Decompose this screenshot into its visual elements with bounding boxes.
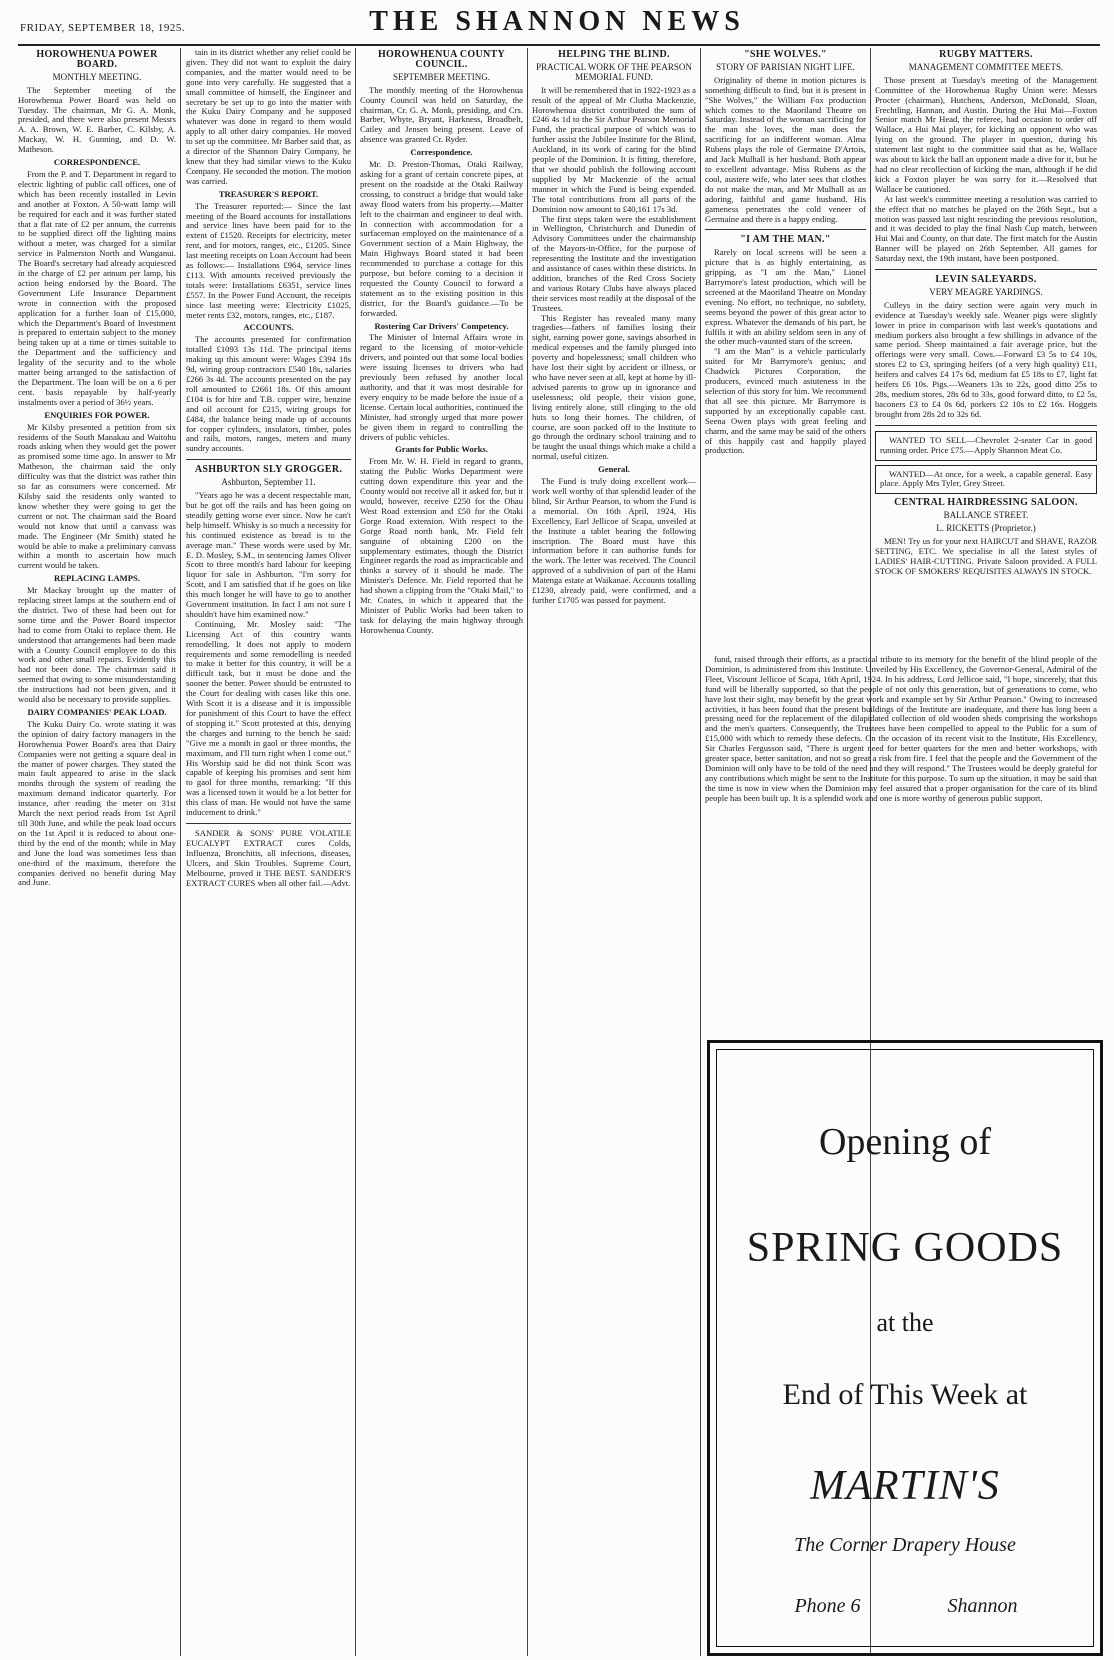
- article-paragraph: fund, raised through their efforts, as a practical tribute to its memory for the benefit of the blind people of the Dominion, is administered from this Institute. Unveiled by His Excellency, the Governor-General, Admiral of the Fleet, Viscount Jellicoe of Scapa, 16th April, 1924. In his address, Lord Jellicoe said, "I hope, sincerely, that this fund will be liberally supported, so that the people of not only this generation, but of generations to come, who have lost their sight, may benefit by the great work and example set by Sir Arthur Pearson." Owing to increased activities, it has been found that the present buildings of the Institute are inadequate, and there has long been a pressing need for the replacement of the dilapidated collection of old wooden sheds comprising the workshops and the men's quarters. Consequently, the Trustees have been compelled to appeal to the Public for a sum of £15,000 with which to remedy these defects. On the occasion of its recent visit to the Institute, His Excellency, Sir Charles Fergusson said, "There is urgent need for better quarters for the men and better workshops, with greater space, better sanitation, and not so great a risk from fire. I feel that the people and the Government of the Dominion will only have to be told of the need and they will respond." The Trustees would be deeply grateful for any contributions which might be sent to the Institute for this purpose. To sum up the situation, it may be said that the time is now in view when the Dominion may feel assured that a proper organisation for the care of its blind people has been built up. It is a splendid work and one is more worthy of generous public support.: [705, 655, 1097, 803]
- headline-sly-grogger: ASHBURTON SLY GROGGER.: [194, 464, 343, 476]
- section-heading: Rostering Car Drivers' Competency.: [374, 320, 509, 331]
- ad-store-name: MARTIN'S: [810, 1463, 1000, 1509]
- column-4: [532, 48, 696, 1656]
- subhead-very-meagre-yardings: VERY MEAGRE YARDINGS.: [929, 286, 1043, 297]
- article-rule: [186, 459, 351, 460]
- headline-power-board: HOROWHENUA POWER BOARD.: [36, 49, 158, 70]
- ad-phone: Phone 6: [794, 1595, 861, 1617]
- article-paragraph: Mr Kilsby presented a petition from six residents of the South Manakau and Waitohu roads asking when they would get the power as promised some time ago. In answer to Mr Matheson, the chairman said the only difficulty was that the district was rather thin so far as consumers were concerned. Mr Kilsby said the residents only wanted to know whether they were going to get the current or not. The chairman said the Board would not know that until a canvass was made. The Engineer (Mr Smith) stated he would be able to make a preliminary canvass within a month to ascertain how much current would be taken.: [18, 421, 176, 571]
- ad-tagline: The Corner Drapery House: [794, 1534, 1016, 1556]
- ad-end-of-week: End of This Week at: [782, 1378, 1028, 1411]
- article-paragraph: At last week's committee meeting a resolution was carried to the effect that no matches be played on the 26th Sept., but a motion was passed last night rescinding the previous resolution, and it was decided to play the final Nash Cup match, between Hui Mai and County, on that date. The first match for the Austin Banner will be played on 26th September. All games for Saturday next, the 19th instant, have been postponed.: [875, 193, 1097, 264]
- article-paragraph: The first steps taken were the establishment in Wellington, Christchurch and Dunedin of Advisory Committees under the chairmanship of the Mayors-in-Office, for the purpose of representing the Institute and the investigation and assistance of cases within these districts. In addition, branches of the Red Cross Society and various Rotary Clubs have always placed their services most readily at the disposal of the Trustees.: [532, 213, 696, 313]
- masthead-rule: [18, 44, 1100, 46]
- classified-ad: WANTED—At once, for a week, a capable general. Easy place. Apply Mrs Tyler, Grey Street.: [875, 465, 1097, 495]
- section-heading: REPLACING LAMPS.: [54, 573, 140, 584]
- classified-ad: WANTED TO SELL—Chevrolet 2-seater Car in good running order. Price £75.—Apply Shannon Meat Co.: [875, 431, 1097, 461]
- article-paragraph: The accounts presented for confirmation totalled £1093 13s 11d. The principal items making up this amount were: Wages £394 18s 9d, wiring group contractors £540 18s, salaries £266 3s 4d. The accounts presented on the pay roll amounted to £2661 18s. Of this amount £104 is for hire and T.B. copper wire, benzine and oil account for £215, wiring groups for £484, the balance being made up of accounts for copper cylinders, insulators, timber, poles and rails, motors, ranges, meters and many sundry accounts.: [186, 334, 351, 454]
- article-paragraph: From the P. and T. Department in regard to electric lighting of public call offices, one of which has been recently installed in Levin and another at Foxton. A 50-watt lamp will be required for each and it was further stated that a flat rate of £2 per annum, the currents to be supplied direct off the lighting mains without a meter, was charged for a similar service in Palmerston North and Wanganui. The Board's secretary had already acquiesced in the charge of £2 per annum per lamp, his action being endorsed by the Board. The Government Life Insurance Department wrote in connection with the proposed application for a further loan of £15,000, which the Department's Board of Investment is prepared to entertain subject to the money being taken up at a time or times suitable to the Department and the sufficiency and legality of the security and to the whole matter being arranged to the satisfaction of the Department. The loan will be on a 6 per cent. basis repayable by half-yearly instalments over a period of 36½ years.: [18, 168, 176, 407]
- section-heading: DAIRY COMPANIES' PEAK LOAD.: [27, 707, 167, 717]
- martins-advertisement: [707, 1040, 1103, 1656]
- saloon-proprietor: L. RICKETTS (Proprietor.): [936, 523, 1036, 534]
- column-divider: [700, 48, 701, 1656]
- subhead-september-meeting: SEPTEMBER MEETING.: [392, 71, 490, 82]
- column-2: [186, 48, 351, 1656]
- article-paragraph: It will be remembered that in 1922-1923 as a result of the appeal of Mr Clutha Mackenzie, Horowhenua district contributed the sum of £246 4s 1d to the Sir Arthur Pearson Memorial Fund, the practical purpose of which was to further assist the Jubilee Institute for the Blind, Auckland, in its work of caring for the blind people of the Dominion. It is fitting, therefore, that we should publish the following account supplied by Mr Mackenzie of the actual manner in which the Fund is being expended. The total contributions from all parts of the Dominion now amount to £40,161 17s 3d.: [532, 84, 696, 214]
- article-paragraph: The September meeting of the Horowhenua Power Board was held on Tuesday. The chairman, Mr G. A. Monk, presided, and there were also present Messrs A. A. Brown, W. E. Barber, C. Kilsby, A. Mackay, W. H. Gunning, and D. W. Matheson.: [18, 84, 176, 155]
- masthead: [0, 0, 1114, 44]
- article-rule: [705, 229, 866, 230]
- article-paragraph: Culleys in the dairy section were again very much in evidence at Tuesday's weekly sale. Weaner pigs were slightly lower in price in comparison with last week's quotations and medium porkers also brought a few shillings in advance of the same period. Sheep maintained a fair average price, but the offerings were very small. Cows.—Forward £3 5s to £4 10s, stores £2 to £3, springing heifers (of a very high quality) £11, heifers and calves £4 17s 6d, medium fat £5 18s to £7, light fat heifers £6 10s. Pigs.—Weaners 13s to 22s, good ditto 25s to 28s, medium stores, 28s 6d to 33s, good forward ditto, to £2 5s, baconers £3 to £4 0s 6d, porkers £2 10s to £2 16s. Hoggets brought from 28s 2d to 32s 6d.: [875, 299, 1097, 419]
- column-3: [360, 48, 523, 1656]
- column-divider: [180, 48, 181, 1656]
- headline-county-council: HOROWHENUA COUNTY COUNCIL.: [377, 49, 506, 70]
- ad-spring-goods: SPRING GOODS: [746, 1225, 1064, 1271]
- section-heading: CORRESPONDENCE.: [53, 157, 141, 168]
- article-paragraph: tain in its district whether any relief could be given. They did not want to exploit the dairy companies, and the matter would need to be gone into very carefully. He suggested that a small committee of himself, the Engineer and secretary be set up to go into the matter with the Kuku Dairy Company and he supposed whatever was done in regard to them would apply to all other dairy companies. He moved to set up the committee. Mr Barber said that, as a director of the Shannon Dairy Company, he knew that they had similar views to the Kuku Company. He seconded the motion. The motion was carried.: [186, 48, 351, 186]
- article-paragraph: Rarely on local screens will be seen a picture that is as highly entertaining, as gripping, as "I am the Man," Lionel Barrymore's latest production, which will be screened at the Maoriland Theatre on Monday evening. No effort, no technique, no subtlety, seems beyond the power of this great actor to express. Whatever the demands of his part, he fulfils it with an ability seldom seen in any of the other much-vaunted stars of the screen.: [705, 247, 866, 347]
- article-paragraph: The Kuku Dairy Co. wrote stating it was the opinion of dairy factory managers in the Horowhenua Power Board's area that Dairy Companies were not getting a square deal in the matter of power charges. They stated the main fault appeared to arise in the slack months through the system of reading the maximum demand indicator quarterly. For instance, after reading the meter on 31st March the next period reads from 1st April till 30th June, and while the peak load occurs on the 1st April it is reduced to about one-third by the end of the month; while in May and June the load was sometimes less than one-third of the maximum, therefore the companies derived no benefit during May and June.: [18, 718, 176, 888]
- article-paragraph: Mr Mackay brought up the matter of replacing street lamps at the southern end of the district. Two of these had been out for some time and the Power Board inspector had to come from Otaki to replace them. He understood that arrangements had been made with a County Council employee to do this work and other small repairs. Evidently this had not been done. The chairman said it seemed that owing to some misunderstanding the instructions had not been given, and it would also be necessary to provide supplies.: [18, 585, 176, 705]
- subhead-pearson-fund: PRACTICAL WORK OF THE PEARSON MEMORIAL FUND.: [536, 61, 692, 82]
- article-paragraph: "I am the Man" is a vehicle particularly suited for Mr Barrymore's genius; and Chadwick Pictures Corporation, the producers, evinced much astuteness in the selection of this story for him. We recommend that all see this picture. Mr Barrymore is supported by an exceptionally capable cast. Seena Owen plays with great feeling and charm, and the same may be said of the others of this happily cast and happily played production.: [705, 346, 866, 456]
- section-heading: TREASURER'S REPORT.: [218, 188, 319, 199]
- section-heading: ENQUIRIES FOR POWER.: [44, 409, 150, 420]
- column-divider: [527, 48, 528, 1656]
- ad-at-the: at the: [876, 1308, 934, 1337]
- dateline: Ashburton, September 11.: [221, 477, 316, 488]
- section-heading: General.: [598, 464, 630, 475]
- headline-hairdressing-saloon: CENTRAL HAIRDRESSING SALOON.: [894, 497, 1078, 509]
- advertisement-text: MEN! Try us for your next HAIRCUT and SHAVE, RAZOR SETTING, ETC. We specialise in all the latest styles of LADIES' HAIR-CUTTING. Private Saloon provided. A FULL STOCK OF SMOKERS' REQUISITES ALWAYS IN STOCK.: [875, 536, 1097, 576]
- article-paragraph: Mr. D. Preston-Thomas, Otaki Railway, asking for a grant of certain concrete pipes, at present on the roadside at the Otaki Railway crossing, to construct a bridge that would take away flood waters from his property.—Matter left to the chairman and engineer to deal with. In connection with accommodation for a surfaceman employed on the maintenance of a Government section of a Main Highway, the Main Highways Board stated it had been recommended to purchase a cottage for this purpose, but before coming to a decision it requested the County Council to forward a statement as to the existing position in this district, for the Board's guidance.—To be forwarded.: [360, 159, 523, 318]
- article-paragraph: The Treasurer reported:— Since the last meeting of the Board accounts for installations and service lines have been paid for to the extent of £1520. Receipts for electricity, meter rent, and for motors, ranges, etc., £1205. Since last meeting receipts on Loan Account had been as follows:— Installations £964, service lines £113. With amounts received previously the totals were: Installations £6351, service lines £557. In the Power Fund Account, the receipts since last meeting were: Electricity £1025, meter rents £32, motors, ranges, etc., £187.: [186, 200, 351, 320]
- ad-contact-line: [717, 1595, 1093, 1618]
- article-paragraph: "Years ago he was a decent respectable man, but he got off the rails and has been going on steadily getting worse ever since. Now he can't help himself. Whisky is so much a necessity for his continued existence as bread is to the average man." These words were used by Mr. E. D. Mosley, S.M., in sentencing James Oliver Scott to three month's hard labour for keeping liquor for sale in Ashburton. "I'm sorry for Scott, and I am satisfied that if he goes on like this much longer he will have to go to another Government institution. In fact I am not sure I shouldn't have him examined now.": [186, 490, 351, 619]
- article-paragraph: Originality of theme in motion pictures is something difficult to find, but it is present in "She Wolves," the William Fox production which comes to the Maoriland Theatre on Saturday. Instead of the woman sacrificing for the man she loves, the man does the sacrificing for an indifferent woman. Alma Rubens plays the role of Germaine D'Artois, and Jack Mulhall is her husband. Both appear to excellent advantage. Miss Rubens as the cool, austere wife, who later sees that clothes do not make the man, and Mr Mulhall as an adoring, faithful and game husband. His gameness penetrates the cold veneer of Germaine and there is a happy ending.: [705, 74, 866, 224]
- article-paragraph: The monthly meeting of the Horowhenua County Council was held on Saturday, the chairman, Cr. G. A. Monk, presiding, and Crs. Barber, Whyte, Bryant, Harkness, Broadbelt, Catley and Jensen being present. Leave of absence was granted Cr. Ryder.: [360, 84, 523, 145]
- article-rule: [875, 425, 1097, 426]
- article-paragraph: Those present at Tuesday's meeting of the Management Committee of the Horowhenua Rugby Union were: Messrs Procter (chairman), Hutchens, Anderson, McDonald, Sloan, Frechtling, Hannan, and Austin. During the Hui Mai—Foxton Senior match Mr Head, the referee, had occasion to order off Wallace, a Hui Mai player, for kicking an opponent who was lying on the ground. The player in question, during his statement last night to the committee said that as he, Wallace was about to kick the ball an opponent made a dive for it, but he had no clear recollection of kicking the man, although if he did kick a Foxton player he was sorry for it.—Resolved that Wallace be cautioned.: [875, 74, 1097, 194]
- headline-i-am-the-man: "I AM THE MAN.": [740, 234, 831, 246]
- article-paragraph: The Fund is truly doing excellent work—work well worthy of that splendid leader of the blind, Sir Arthur Pearson, to whom the Fund is a memorial. On 16th April, 1924, His Excellency, Earl Jellicoe of Scapa, unveiled at the Institute a tablet bearing the following inscription. The Board must have this information before it can authorise funds for the work. The letter was received. The Council approved of a subdivision of part of the Hami Matenga estate at Waikanae. Accounts totalling £1230, already paid, were confirmed, and a further £1705 was passed for payment.: [532, 476, 696, 605]
- section-heading: ACCOUNTS.: [243, 322, 294, 333]
- subhead-management-committee: MANAGEMENT COMMITTEE MEETS.: [908, 61, 1064, 72]
- headline-levin-saleyards: LEVIN SALEYARDS.: [935, 274, 1037, 286]
- headline-rugby-matters: RUGBY MATTERS.: [939, 49, 1033, 60]
- ad-opening-line: Opening of: [818, 1121, 992, 1163]
- subhead-parisian-night-life: STORY OF PARISIAN NIGHT LIFE.: [716, 61, 855, 72]
- subhead-monthly-meeting: MONTHLY MEETING.: [52, 71, 142, 82]
- section-heading: Correspondence.: [410, 147, 473, 158]
- issue-date: FRIDAY, SEPTEMBER 18, 1925.: [20, 22, 186, 34]
- column-divider: [355, 48, 356, 1656]
- saloon-address: BALLANCE STREET.: [943, 510, 1029, 521]
- ad-town: Shannon: [947, 1595, 1018, 1617]
- section-heading: Grants for Public Works.: [395, 444, 488, 455]
- article-paragraph: From Mr. W. H. Field in regard to grants, stating the Public Works Department were cutting down expenditure this year and the County would not receive all it asked for, but it would, however, receive £250 for the Ohau West Road extension and £50 for the Otaki Gorge Road extension. With respect to the Gorge Road north bank, Mr. Field felt sanguine of obtaining £200 on the supplementary estimates, though the District Engineer regards the road as impracticable and thinks a survey of it should be made. The Minister's Defence. Mr. Field reported that he had shown a clipping from the "Otaki Mail," to Mr. Coates, in which it appeared that the Minister of Public Works had been taken to task for delaying the main highway through Horowhenua County.: [360, 456, 523, 635]
- column-1: [18, 48, 176, 1656]
- article-paragraph: This Register has revealed many many tragedies—fathers of families losing their sight, earning power gone, savings absorbed in medical expenses and the family plunged into poverty and hopelessness; small children who have lost their sight by accident or illness, or who have never seen at all, kept at home by ill-advised parents to grow up in ignorance and uselessness; old people, their vision gone, living entirely alone, still clinging to the old huts so long their homes. The children, of course, are soon packed off to the Institute to go through the ordinary school training and to be taught the usual things which make a child a normal, useful citizen.: [532, 312, 696, 462]
- headline-helping-the-blind: HELPING THE BLIND.: [558, 49, 670, 60]
- article-paragraph: The Minister of Internal Affairs wrote in regard to the licensing of motor-vehicle drivers, and pointed out that some local bodies were issuing licenses to drivers who had previously been refused by another local authority, and that it was most desirable for every enquiry to be made before the issue of a license. Certain local authorities, continued the Minister, had strongly urged that more power be given them in regard to controlling the drivers of public vehicles.: [360, 332, 523, 442]
- article-rule: [875, 269, 1097, 270]
- headline-she-wolves: "SHE WOLVES.": [744, 49, 827, 60]
- advertisement-text: SANDER & SONS' PURE VOLATILE EUCALYPT EXTRACT cures Colds, Influenza, Bronchitis, all infections, diseases, Ulcers, and Skin Troubles. Supreme Court, Melbourne, proved it THE BEST. SANDER'S EXTRACT CURES when all other fail.—Advt.: [186, 827, 351, 888]
- newspaper-title: THE SHANNON NEWS: [369, 6, 745, 37]
- continuation-block: [705, 655, 1097, 1035]
- article-rule: [186, 823, 351, 824]
- article-paragraph: Continuing, Mr. Mosley said: "The Licensing Act of this country wants remodelling. It does not apply to modern requirements and some remodelling is needed to make it better for this country, it will be a difficult task, but it must be done and the sooner the better. Power should be entrusted to the Court for dealing with cases like this one. With Scott it is a disease and it is impossible for punishment of this Court to have the effect of stopping it." Scott protested at this, denying the charges and turning to the bench he said: "Give me a month in gaol or three months, the maximum, and I'll turn right when I come out." His Worship said he did not think Scott was capable of keeping his promises and sent him to gaol for three months, remarking: "If this was a licensed town it would be a lot better for this class of man. He would not have the same inducement to drink.": [186, 618, 351, 818]
